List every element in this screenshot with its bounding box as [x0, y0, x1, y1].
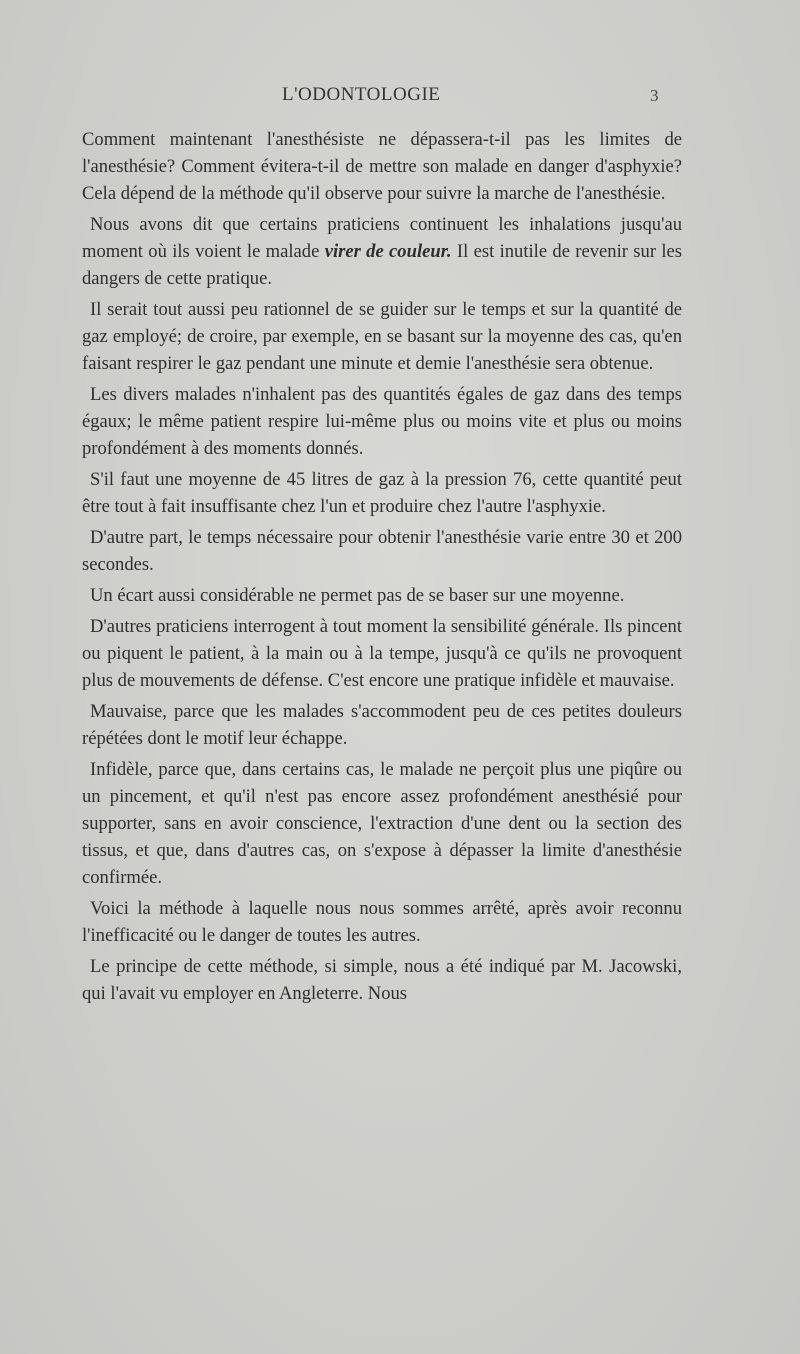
paragraph: Voici la méthode à laquelle nous nous sommes arrêté, après avoir reconnu l'inefficacité ou le danger de toutes les autres. [82, 898, 682, 946]
paragraph: Un écart aussi considérable ne permet pas de se baser sur une moyenne. [90, 585, 625, 606]
paragraph: D'autre part, le temps nécessaire pour obtenir l'anesthésie varie entre 30 et 200 secondes. [82, 527, 682, 575]
running-title: L'ODONTOLOGIE [282, 84, 441, 105]
paragraph: S'il faut une moyenne de 45 litres de gaz à la pression 76, cette quantité peut être tout à fait insuffisante chez l'un et produire chez l'autre l'asphyxie. [82, 469, 682, 517]
paragraph: Mauvaise, parce que les malades s'accommodent peu de ces petites douleurs répétées dont le motif leur échappe. [82, 701, 682, 749]
paragraph: Comment maintenant l'anesthésiste ne dépassera-t-il pas les limites de l'anesthésie? Comment évitera-t-il de mettre son malade en danger d'asphyxie? Cela dépend de la méthode qu'il observe pour suivre la marche de l'anesthésie. [82, 129, 682, 204]
page-header [0, 84, 800, 114]
paragraph: Infidèle, parce que, dans certains cas, le malade ne perçoit plus une piqûre ou un pincement, et qu'il n'est pas encore assez profondément anesthésié pour supporter, sans en avoir conscience, l'extraction d'une dent ou la section des tissus, et que, dans d'autres cas, on s'expose à dépasser la limite d'anesthésie confirmée. [82, 759, 682, 888]
paragraph: Le principe de cette méthode, si simple, nous a été indiqué par M. Jacowski, qui l'avait vu employer en Angleterre. Nous [82, 956, 682, 1004]
body-text [82, 126, 682, 1011]
paragraph: Il serait tout aussi peu rationnel de se guider sur le temps et sur la quantité de gaz employé; de croire, par exemple, en se basant sur la moyenne des cas, qu'en faisant respirer le gaz pendant une minute et demie l'anesthésie sera obtenue. [82, 299, 682, 374]
paragraph-text: Nous avons dit que certains praticiens continuent les inhalations jusqu'au moment où ils voient le malade [82, 214, 682, 262]
emphasized-text: virer de couleur. [324, 241, 452, 262]
paragraph [82, 211, 682, 292]
paragraph: D'autres praticiens interrogent à tout moment la sensibilité générale. Ils pincent ou piquent le patient, à la main ou à la tempe, jusqu'à ce qu'ils ne provoquent plus de mouvements de défense. C'est encore une pratique infidèle et mauvaise. [82, 616, 682, 691]
paragraph: Les divers malades n'inhalent pas des quantités égales de gaz dans des temps égaux; le même patient respire lui-même plus ou moins vite et plus ou moins profondément à des moments donnés. [82, 384, 682, 459]
paragraph-text: Il est inutile de revenir sur les dangers de cette pratique. [82, 241, 683, 289]
page-number: 3 [650, 86, 659, 105]
